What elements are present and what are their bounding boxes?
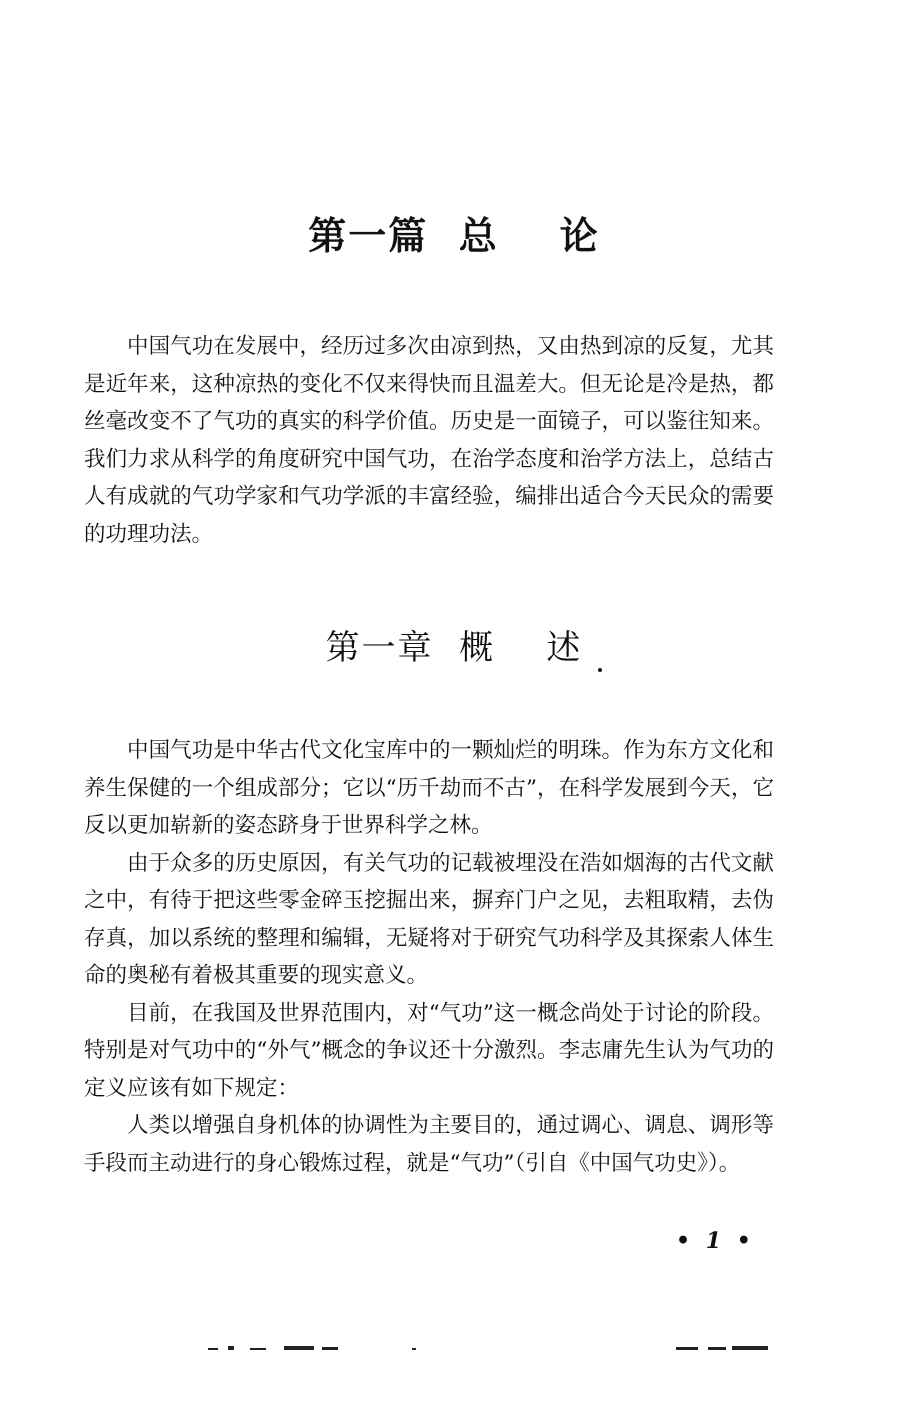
scan-artifacts <box>0 1336 908 1366</box>
part-title: 第一篇 总 论 <box>308 214 600 258</box>
body-paragraph: 由于众多的历史原因，有关气功的记载被埋没在浩如烟海的古代文献之中，有待于把这些零金碎玉挖掘出来，摒弃门户之见，去粗取精，去伪存真，加以系统的整理和编辑，无疑将对于研究气功科学及其探索人体生命的奥秘有着极其重要的现实意义。 <box>84 850 774 988</box>
stray-mark <box>598 668 602 672</box>
body-paragraph: 目前，在我国及世界范围内，对“气功”这一概念尚处于讨论的阶段。特别是对气功中的“外气”概念的争议还十分激烈。李志庸先生认为气功的定义应该有如下规定： <box>84 1000 774 1101</box>
chapter-title: 第一章 概 述 <box>325 628 583 668</box>
chapter-body <box>84 732 774 1182</box>
intro-text <box>84 328 774 553</box>
intro-paragraph: 中国气功在发展中，经历过多次由凉到热，又由热到凉的反复，尤其是近年来，这种凉热的变化不仅来得快而且温差大。但无论是冷是热，都丝毫改变不了气功的真实的科学价值。历史是一面镜子，可以鉴往知来。我们力求从科学的角度研究中国气功，在治学态度和治学方法上，总结古人有成就的气功学家和气功学派的丰富经验，编排出适合今天民众的需要的功理功法。 <box>84 334 774 547</box>
body-paragraph: 中国气功是中华古代文化宝库中的一颗灿烂的明珠。作为东方文化和养生保健的一个组成部分；它以“历千劫而不古”，在科学发展到今天，它反以更加崭新的姿态跻身于世界科学之林。 <box>84 738 774 838</box>
page-number: • 1 • <box>676 1228 755 1254</box>
body-paragraph: 人类以增强自身机体的协调性为主要目的，通过调心、调息、调形等手段而主动进行的身心锻炼过程，就是“气功”（引自《中国气功史》）。 <box>84 1113 774 1176</box>
